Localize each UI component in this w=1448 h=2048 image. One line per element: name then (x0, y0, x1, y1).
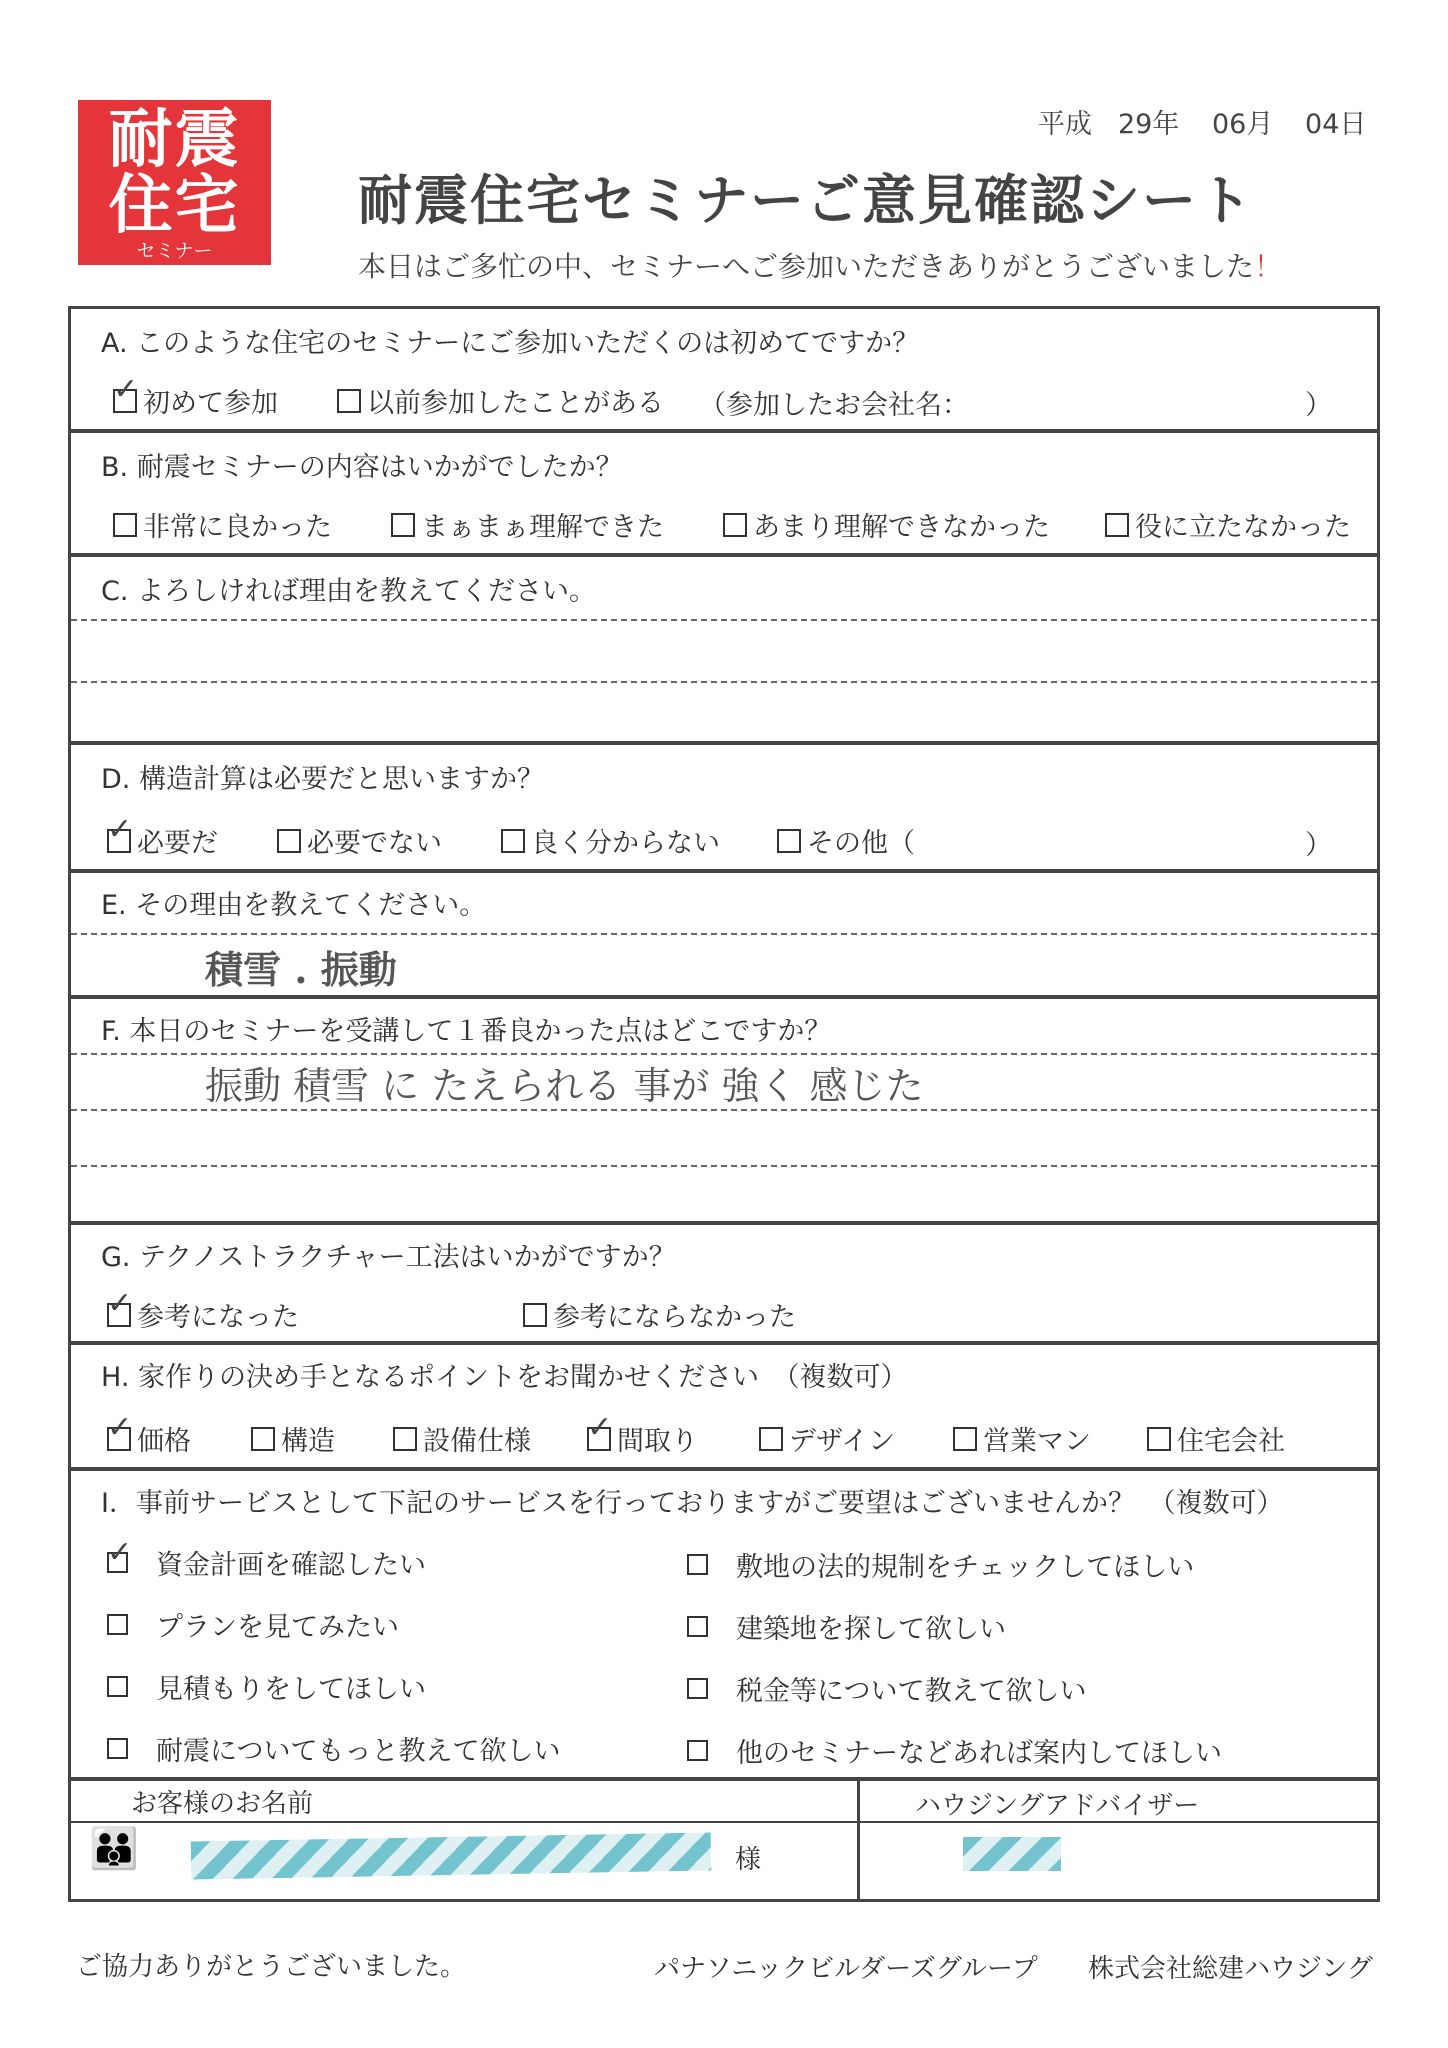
option-i-taxes[interactable] (687, 1669, 1086, 1708)
close-paren: ） (1305, 390, 1332, 421)
option-h-equipment[interactable] (393, 1419, 531, 1458)
option-label: まぁまぁ理解できた (421, 512, 664, 543)
check-mark-icon: ✓ (107, 1535, 133, 1570)
option-label: 敷地の法的規制をチェックしてほしい (736, 1552, 1195, 1583)
answer-line (71, 619, 1377, 621)
option-i-find-land[interactable] (687, 1607, 1006, 1646)
check-mark-icon: ✓ (113, 371, 139, 407)
checkbox[interactable] (523, 1303, 547, 1327)
option-h-structure[interactable] (251, 1419, 335, 1458)
question-h: H. 家作りの決め手となるポイントをお聞かせください （複数可） (101, 1362, 908, 1393)
checkbox[interactable] (777, 829, 801, 853)
answer-line (71, 1109, 1377, 1111)
option-h-floor-plan[interactable] (587, 1409, 698, 1458)
option-label: 価格 (137, 1426, 191, 1457)
divider (71, 1777, 1377, 1781)
close-paren: ） (1305, 830, 1332, 861)
checkbox-checked[interactable] (587, 1409, 613, 1451)
company-name-label: （参加したお会社名： (699, 390, 969, 421)
checkbox[interactable] (759, 1427, 783, 1451)
option-label: 必要でない (307, 828, 442, 859)
option-h-design[interactable] (759, 1419, 895, 1458)
checkbox[interactable] (501, 829, 525, 853)
checkbox[interactable] (251, 1427, 275, 1451)
logo-line2: 住宅 (108, 169, 241, 243)
option-b-not-understood[interactable] (723, 505, 1050, 544)
option-label: 営業マン (983, 1426, 1091, 1457)
option-label: 資金計画を確認したい (156, 1550, 426, 1581)
logo-line1: 耐震 (108, 103, 241, 177)
logo-line3: セミナー (136, 240, 213, 262)
option-d-necessary[interactable] (107, 811, 218, 860)
date-era: 平成 (1038, 109, 1092, 140)
divider (71, 1821, 1377, 1823)
page-title: 耐震住宅セミナーご意見確認シート (358, 169, 1254, 232)
option-label: 役に立たなかった (1135, 512, 1351, 543)
advisor-label: ハウジングアドバイザー (915, 1791, 1200, 1821)
checkbox[interactable] (687, 1616, 708, 1637)
option-i-funding[interactable] (107, 1535, 426, 1582)
option-h-company[interactable] (1147, 1419, 1285, 1458)
page-subtitle (358, 245, 1282, 285)
option-b-understood[interactable] (391, 505, 664, 544)
checkbox[interactable] (687, 1678, 708, 1699)
option-label: 良く分からない (531, 828, 720, 859)
subtitle-exclamation: ！ (1254, 250, 1283, 283)
company-name-close (1305, 383, 1332, 422)
check-mark-icon: ✓ (107, 1285, 133, 1321)
checkbox[interactable] (393, 1427, 417, 1451)
option-label: 参考になった (137, 1302, 299, 1333)
date-month: 06月 (1212, 109, 1274, 140)
option-d-unnecessary[interactable] (277, 821, 442, 860)
checkbox[interactable] (1147, 1427, 1171, 1451)
checkbox[interactable] (687, 1740, 708, 1761)
date-year: 29年 (1118, 109, 1180, 140)
divider (71, 869, 1377, 873)
option-label: 参考にならなかった (553, 1302, 796, 1333)
question-d: D. 構造計算は必要だと思いますか？ (101, 764, 544, 795)
checkbox[interactable] (1105, 513, 1129, 537)
option-d-other[interactable] (777, 821, 915, 860)
customer-name-label: お客様のお名前 (131, 1789, 314, 1819)
option-label: 見積もりをしてほしい (156, 1674, 426, 1705)
honorific-label: 様 (735, 1845, 762, 1875)
footer-group: パナソニックビルダーズグループ (654, 1954, 1038, 1984)
question-b: B. 耐震セミナーの内容はいかがでしたか？ (101, 452, 623, 483)
date-day: 04日 (1305, 109, 1367, 140)
customer-name-redacted[interactable] (191, 1832, 712, 1879)
option-a-first-time[interactable] (113, 371, 278, 420)
divider (71, 995, 1377, 999)
option-i-other-seminars[interactable] (687, 1731, 1222, 1770)
family-doodle-icon: 👪 (89, 1826, 139, 1872)
survey-form (68, 306, 1380, 1902)
option-label: 建築地を探して欲しい (736, 1614, 1006, 1645)
footer-company: 株式会社総建ハウジング (1088, 1954, 1373, 1984)
option-label: あまり理解できなかった (753, 512, 1050, 543)
option-i-land-regulation[interactable] (687, 1545, 1194, 1584)
checkbox[interactable] (107, 1676, 128, 1697)
company-name-field[interactable] (699, 383, 969, 422)
answer-f-handwritten[interactable]: 振動 積雪 に たえられる 事が 強く 感じた (205, 1064, 924, 1108)
option-g-not-helpful[interactable] (523, 1295, 796, 1334)
check-mark-icon: ✓ (107, 1409, 133, 1445)
checkbox[interactable] (107, 1738, 128, 1759)
option-h-price[interactable] (107, 1409, 191, 1458)
option-a-previous[interactable] (337, 381, 664, 420)
answer-line (71, 933, 1377, 935)
check-mark-icon: ✓ (587, 1409, 613, 1445)
footer-thanks: ご協力ありがとうございました。 (76, 1952, 467, 1982)
advisor-name-redacted[interactable] (963, 1837, 1061, 1871)
check-mark-icon: ✓ (107, 811, 133, 847)
divider (71, 1467, 1377, 1471)
question-g: G. テクノストラクチャー工法はいかがですか？ (101, 1242, 676, 1273)
option-h-sales-rep[interactable] (953, 1419, 1091, 1458)
option-i-estimate[interactable] (107, 1667, 426, 1706)
option-label: 以前参加したことがある (367, 388, 664, 419)
divider (71, 553, 1377, 557)
option-label: 耐震についてもっと教えて欲しい (156, 1736, 561, 1767)
option-label: 構造 (281, 1426, 335, 1457)
option-label: 税金等について教えて欲しい (736, 1676, 1087, 1707)
option-label: 設備仕様 (423, 1426, 531, 1457)
option-d-dont-know[interactable] (501, 821, 720, 860)
option-label: プランを見てみたい (156, 1612, 399, 1643)
option-b-not-useful[interactable] (1105, 505, 1351, 544)
option-label: 他のセミナーなどあれば案内してほしい (736, 1738, 1222, 1769)
checkbox-checked[interactable] (107, 1285, 133, 1327)
option-g-helpful[interactable] (107, 1285, 299, 1334)
checkbox-checked[interactable] (107, 1409, 133, 1451)
checkbox[interactable] (277, 829, 301, 853)
divider (71, 741, 1377, 745)
option-i-seismic-info[interactable] (107, 1729, 560, 1768)
subtitle-text: 本日はご多忙の中、セミナーへご参加いただきありがとうございました (358, 250, 1255, 283)
question-e: E. その理由を教えてください。 (101, 890, 487, 921)
checkbox[interactable] (337, 389, 361, 413)
divider (71, 429, 1377, 433)
divider (71, 1341, 1377, 1345)
question-f: F. 本日のセミナーを受講して１番良かった点はどこですか？ (101, 1016, 832, 1047)
column-divider (857, 1777, 860, 1902)
option-label: 必要だ (137, 828, 218, 859)
checkbox[interactable] (391, 513, 415, 537)
divider (71, 1221, 1377, 1225)
answer-line (71, 1165, 1377, 1167)
checkbox-checked[interactable] (107, 1535, 133, 1573)
checkbox-checked[interactable] (113, 371, 139, 413)
option-b-very-good[interactable] (113, 505, 332, 544)
option-i-plan[interactable] (107, 1605, 399, 1644)
option-label: その他（ (807, 828, 915, 859)
question-c: C. よろしければ理由を教えてください。 (101, 576, 597, 607)
checkbox-checked[interactable] (107, 811, 133, 853)
checkbox[interactable] (107, 1614, 128, 1635)
checkbox[interactable] (723, 513, 747, 537)
answer-line (71, 681, 1377, 683)
option-d-other-close (1305, 823, 1332, 862)
option-label: デザイン (789, 1426, 896, 1457)
seminar-logo (78, 100, 271, 265)
checkbox[interactable] (113, 513, 137, 537)
option-label: 初めて参加 (143, 388, 278, 419)
checkbox[interactable] (687, 1554, 708, 1575)
question-i: I．事前サービスとして下記のサービスを行っておりますがご要望はございませんか？ （複数可） (101, 1488, 1284, 1519)
option-label: 住宅会社 (1177, 1426, 1285, 1457)
option-label: 非常に良かった (143, 512, 332, 543)
answer-e-handwritten[interactable]: 積雪 . 振動 (205, 947, 397, 992)
checkbox[interactable] (953, 1427, 977, 1451)
option-label: 間取り (617, 1426, 698, 1457)
question-a: A. このような住宅のセミナーにご参加いただくのは初めてですか？ (101, 328, 920, 359)
